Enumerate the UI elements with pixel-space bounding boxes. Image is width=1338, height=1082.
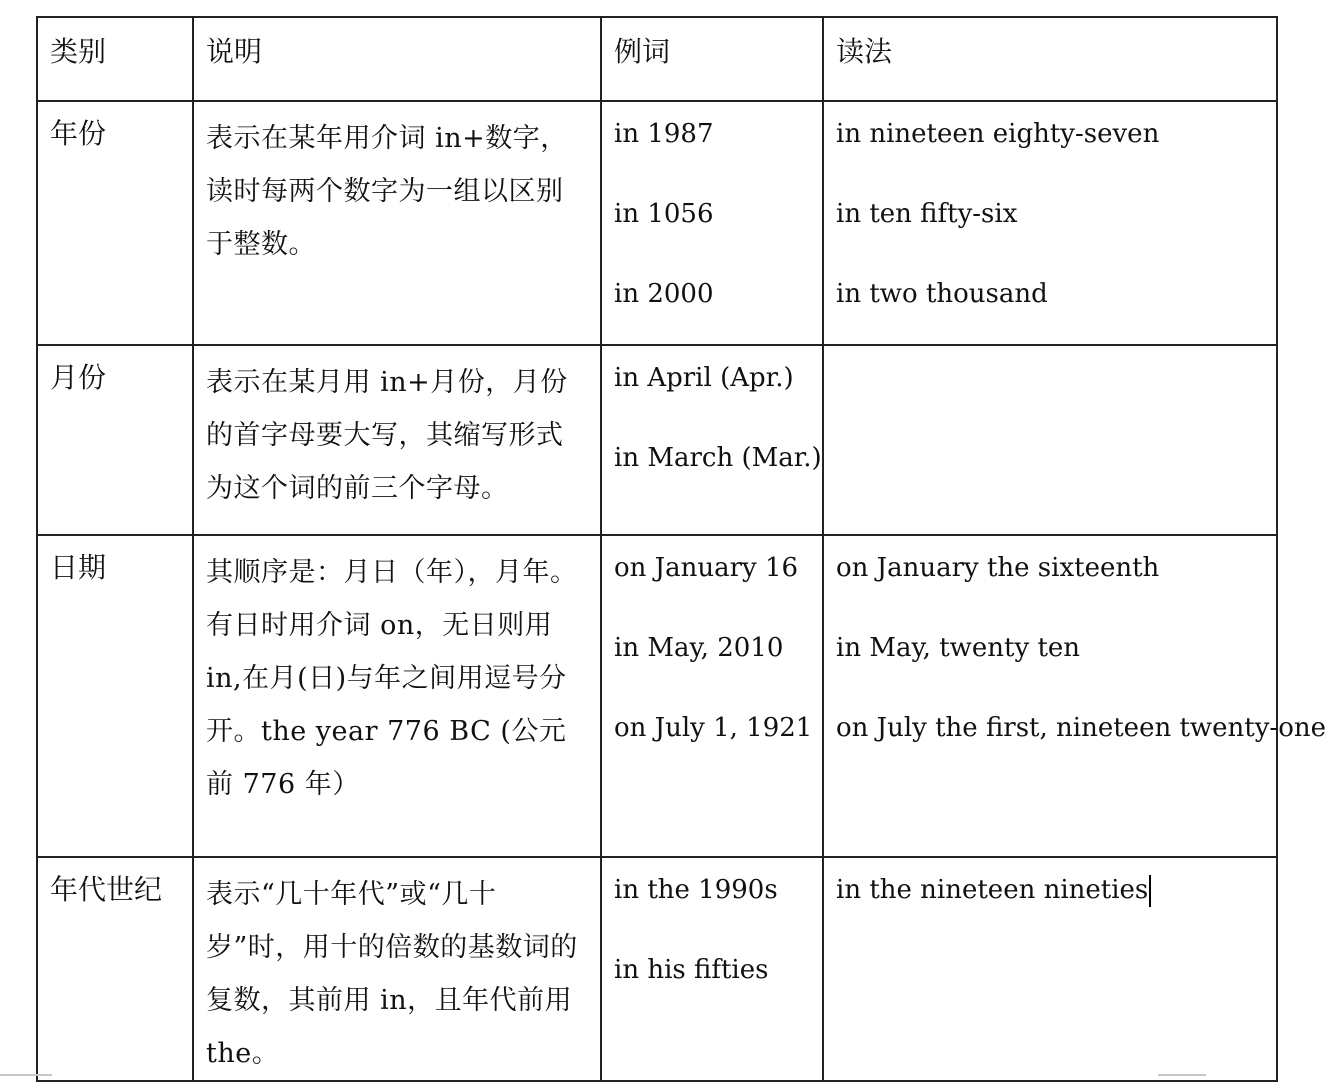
description-text: 表示“几十年代”或“几十岁”时，用十的倍数的基数词的复数，其前用 in，且年代前用 the。 xyxy=(206,879,578,1069)
category-label: 月份 xyxy=(50,361,107,394)
header-description-cell xyxy=(193,17,601,101)
header-category: 类别 xyxy=(50,35,107,68)
reading-item: in May, twenty ten xyxy=(836,633,1081,663)
header-examples-cell xyxy=(601,17,823,101)
table-row-year xyxy=(37,101,1277,345)
description-cell xyxy=(193,857,601,1081)
reading-item: in nineteen eighty-seven xyxy=(836,119,1160,149)
reading-cell xyxy=(823,101,1277,345)
reading-item-text: in the nineteen nineties xyxy=(836,875,1149,905)
example-item: on January 16 xyxy=(614,553,799,583)
header-examples: 例词 xyxy=(614,35,671,68)
reading-item: on July the first, nineteen twenty-one xyxy=(836,713,1327,743)
examples-cell xyxy=(601,345,823,535)
example-item: in his fifties xyxy=(614,955,769,985)
reading-cell-empty xyxy=(823,345,1277,535)
example-item: in 1056 xyxy=(614,199,714,229)
category-label: 日期 xyxy=(50,551,107,584)
example-item: in April (Apr.) xyxy=(614,363,794,393)
example-item: in May, 2010 xyxy=(614,633,784,663)
reading-item[interactable] xyxy=(836,858,1264,938)
examples-cell xyxy=(601,101,823,345)
reading-item: in two thousand xyxy=(836,279,1048,309)
table-row-date xyxy=(37,535,1277,857)
description-text: 表示在某年用介词 in+数字，读时每两个数字为一组以区别于整数。 xyxy=(206,123,568,260)
example-item: in 1987 xyxy=(614,119,714,149)
category-label: 年份 xyxy=(50,117,107,150)
header-reading-cell xyxy=(823,17,1277,101)
grammar-table xyxy=(36,16,1327,1082)
text-cursor xyxy=(1149,875,1151,907)
description-text: 表示在某月用 in+月份，月份的首字母要大写，其缩写形式为这个词的前三个字母。 xyxy=(206,367,568,504)
example-item: in March (Mar.) xyxy=(614,443,822,473)
reading-item: in ten fifty-six xyxy=(836,199,1018,229)
category-label: 年代世纪 xyxy=(50,873,163,906)
table-row-month xyxy=(37,345,1277,535)
reading-cell xyxy=(823,535,1327,857)
header-description: 说明 xyxy=(206,35,263,68)
example-item: in 2000 xyxy=(614,279,714,309)
description-text: 其顺序是：月日（年），月年。有日时用介词 on，无日则用 in,在月(日)与年之间用逗号分开。the year 776 BC (公元前 776 年） xyxy=(206,557,578,800)
header-category-cell xyxy=(37,17,193,101)
examples-cell xyxy=(601,535,823,857)
examples-cell xyxy=(601,857,823,1081)
category-cell xyxy=(37,857,193,1081)
description-cell xyxy=(193,345,601,535)
page-edge-mark-right xyxy=(1158,1074,1206,1076)
description-cell xyxy=(193,535,601,857)
reading-cell[interactable] xyxy=(823,857,1277,1081)
category-cell xyxy=(37,345,193,535)
description-cell xyxy=(193,101,601,345)
example-item: on July 1, 1921 xyxy=(614,713,813,743)
example-item: in the 1990s xyxy=(614,875,778,905)
table-row-decade xyxy=(37,857,1277,1081)
category-cell xyxy=(37,535,193,857)
header-reading: 读法 xyxy=(836,35,893,68)
category-cell xyxy=(37,101,193,345)
reading-item: on January the sixteenth xyxy=(836,553,1160,583)
table-header-row xyxy=(37,17,1277,101)
page-edge-mark-left xyxy=(0,1074,52,1076)
